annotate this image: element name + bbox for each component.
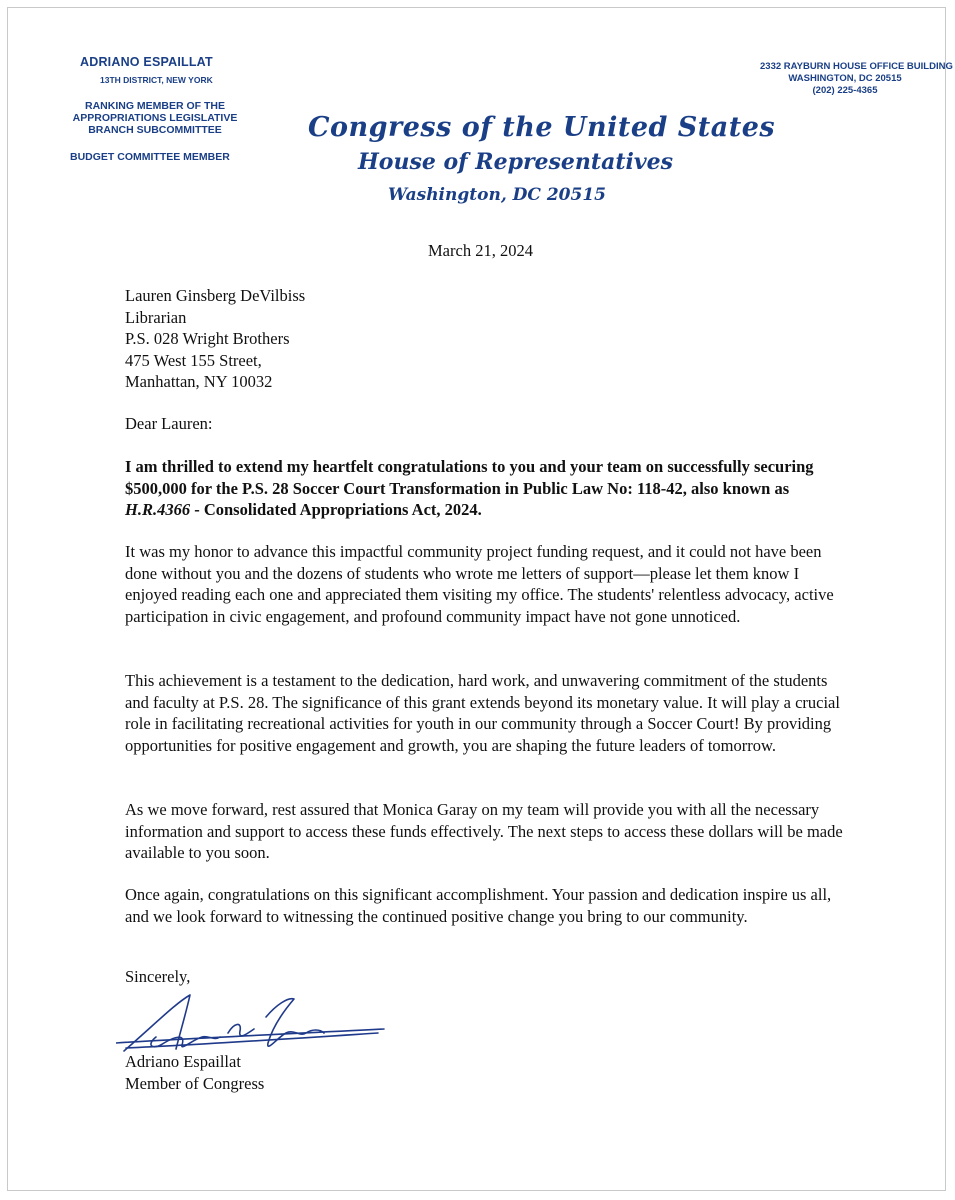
- letter-page: [7, 7, 953, 1191]
- signer-title: Member of Congress: [125, 1074, 265, 1093]
- recipient-name: Lauren Ginsberg DeVilbiss: [125, 286, 306, 305]
- bold-paragraph: I am thrilled to extend my heartfelt congratulations to you and your team on successfully securing $500,000 for the P.S. 28 Soccer Court Transformation in Public Law No: 118-42, also known as H.R.4366 - Consolidated Appropriations Act, 2024.: [125, 457, 814, 519]
- paragraph: It was my honor to advance this impactful community project funding request, and it could not have been done without you and the dozens of students who wrote me letters of support—please let them know I enjoyed reading each one and appreciated them visiting my office. The students' relentless advocacy, active participation in civic engagement, and profound community impact have not gone unnoticed.: [125, 542, 834, 626]
- congress-title: Congress of the United States: [308, 112, 776, 143]
- recipient-street: 475 West 155 Street,: [125, 350, 262, 370]
- letterhead-district: 13TH DISTRICT, NEW YORK: [100, 75, 213, 85]
- letterhead-address: 2332 RAYBURN HOUSE OFFICE BUILDING WASHINGTON, DC 20515 (202) 225-4365: [760, 61, 953, 96]
- paragraph: As we move forward, rest assured that Monica Garay on my team will provide you with all the necessary information and support to access these funds effectively. The next steps to access these dollars will be made available to you soon.: [125, 800, 843, 862]
- paragraph: This achievement is a testament to the dedication, hard work, and unwavering commitment of the students and faculty at P.S. 28. The significance of this grant extends beyond its monetary value. It will play a crucial role in facilitating recreational activities for youth in our community through a Soccer Court! By providing opportunities for positive engagement and growth, you are shaping the future leaders of tomorrow.: [125, 671, 840, 755]
- paragraph: Once again, congratulations on this significant accomplishment. Your passion and dedication inspire us all, and we look forward to witnessing the continued positive change you bring to our community.: [125, 885, 832, 926]
- recipient-block: [125, 285, 305, 393]
- letterhead-budget: BUDGET COMMITTEE MEMBER: [70, 151, 230, 163]
- signer-name: Adriano Espaillat: [125, 1052, 241, 1071]
- recipient-school: P.S. 028 Wright Brothers: [125, 329, 290, 348]
- bill-number: H.R.4366: [125, 500, 191, 519]
- salutation: Dear Lauren:: [125, 414, 213, 433]
- letterhead-ranking: RANKING MEMBER OF THE APPROPRIATIONS LEGISLATIVE BRANCH SUBCOMMITTEE: [72, 100, 238, 136]
- house-title: House of Representatives: [358, 149, 674, 175]
- city-title: Washington, DC 20515: [388, 185, 606, 205]
- letter-date: March 21, 2024: [428, 241, 533, 260]
- recipient-city: Manhattan, NY 10032: [125, 372, 273, 391]
- letterhead-name: ADRIANO ESPAILLAT: [80, 55, 213, 69]
- closing: Sincerely,: [125, 967, 191, 986]
- recipient-title: Librarian: [125, 307, 187, 327]
